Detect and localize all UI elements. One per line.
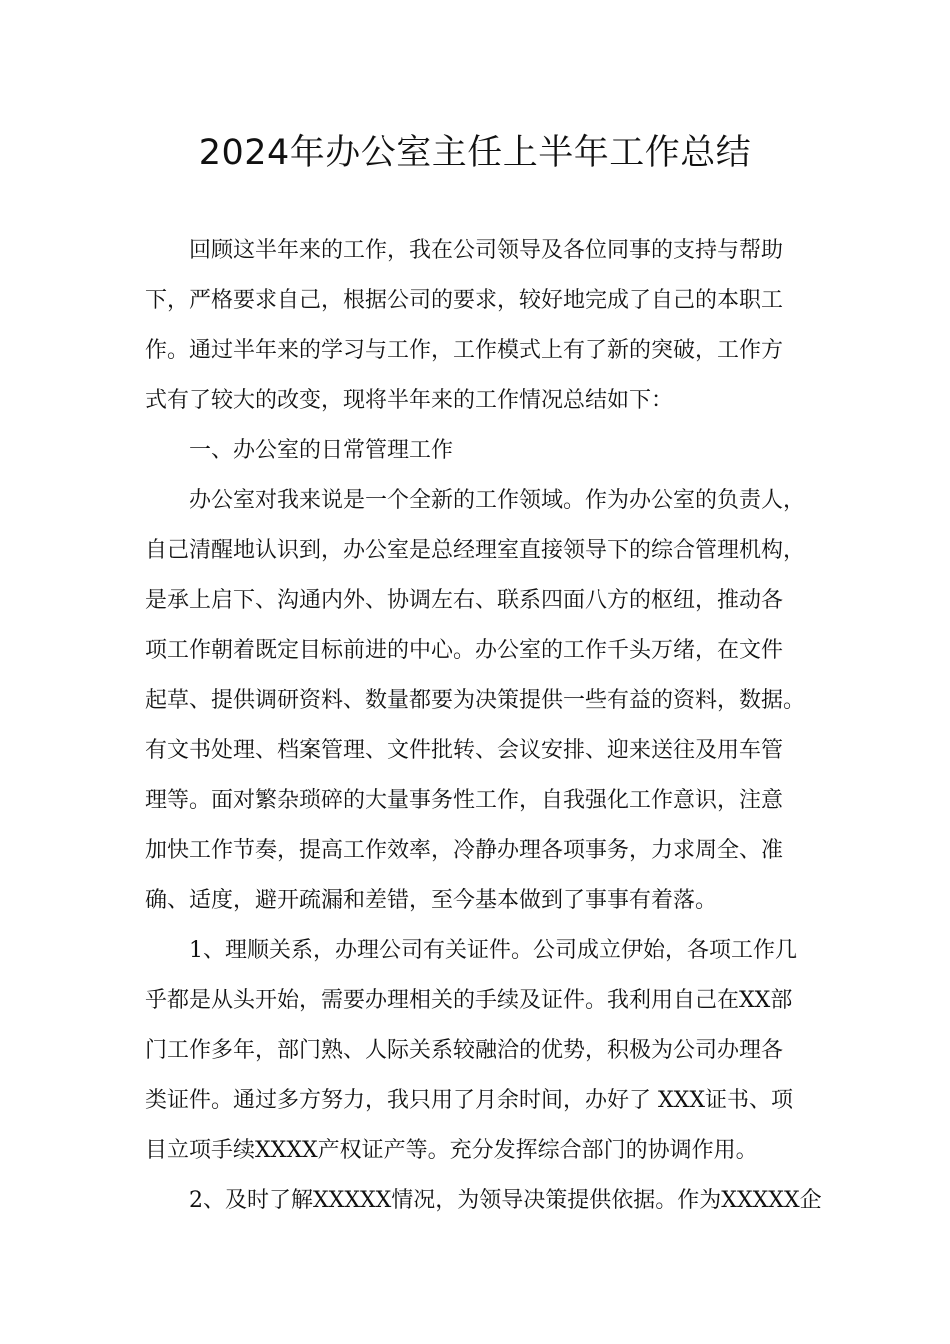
body-line: 加快工作节奏，提高工作效率，冷静办理各项事务，力求周全、准 xyxy=(145,838,784,863)
body-line: 理等。面对繁杂琐碎的大量事务性工作，自我强化工作意识，注意 xyxy=(145,788,784,813)
body-line: 作。通过半年来的学习与工作，工作模式上有了新的突破，工作方 xyxy=(145,338,784,363)
body-line: 确、适度，避开疏漏和差错，至今基本做到了事事有着落。 xyxy=(145,888,718,913)
section-heading: 一、办公室的日常管理工作 xyxy=(189,438,454,463)
body-line: 办公室对我来说是一个全新的工作领域。作为办公室的负责人， xyxy=(189,488,806,513)
body-line: 2、及时了解XXXXX情况，为领导决策提供依据。作为XXXXX企 xyxy=(189,1188,822,1213)
body-line: 有文书处理、档案管理、文件批转、会议安排、迎来送往及用车管 xyxy=(145,738,784,763)
body-line: 下，严格要求自己，根据公司的要求，较好地完成了自己的本职工 xyxy=(145,288,784,313)
body-line: 乎都是从头开始，需要办理相关的手续及证件。我利用自己在XX部 xyxy=(145,988,793,1013)
body-line: 项工作朝着既定目标前进的中心。办公室的工作千头万绪，在文件 xyxy=(145,638,784,663)
body-line: 类证件。通过多方努力，我只用了月余时间，办好了 XXX证书、项 xyxy=(145,1088,793,1113)
document-body xyxy=(145,226,831,1226)
body-line: 目立项手续XXXX产权证产等。充分发挥综合部门的协调作用。 xyxy=(145,1138,758,1163)
body-line: 回顾这半年来的工作，我在公司领导及各位同事的支持与帮助 xyxy=(189,238,784,263)
body-line: 式有了较大的改变，现将半年来的工作情况总结如下： xyxy=(145,388,674,413)
document-title: 2024年办公室主任上半年工作总结 xyxy=(198,133,752,173)
body-line: 1、理顺关系，办理公司有关证件。公司成立伊始，各项工作几 xyxy=(189,938,797,963)
body-line: 起草、提供调研资料、数量都要为决策提供一些有益的资料，数据。 xyxy=(145,688,806,713)
body-line: 是承上启下、沟通内外、协调左右、联系四面八方的枢纽，推动各 xyxy=(145,588,784,613)
body-line: 自己清醒地认识到，办公室是总经理室直接领导下的综合管理机构， xyxy=(145,538,806,563)
body-line: 门工作多年，部门熟、人际关系较融洽的优势，积极为公司办理各 xyxy=(145,1038,784,1063)
